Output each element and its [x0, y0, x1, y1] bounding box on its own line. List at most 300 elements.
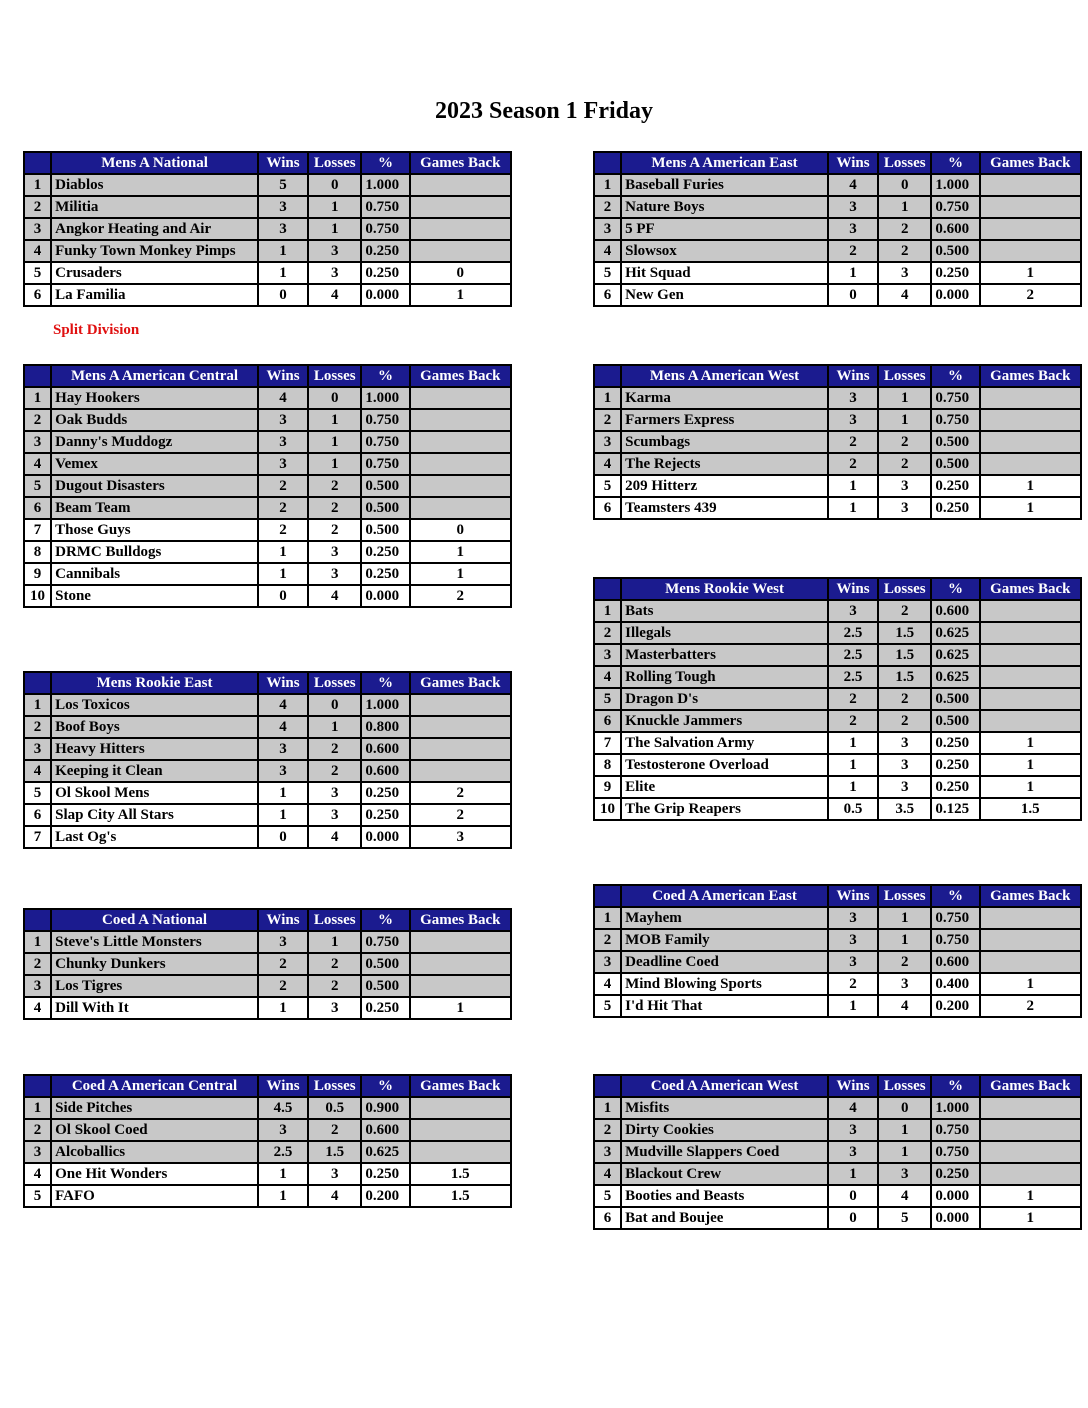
- team-pct: 0.625: [361, 1141, 409, 1163]
- team-games-back: 1: [410, 284, 511, 306]
- team-rank: 3: [594, 218, 621, 240]
- team-games-back: 1.5: [980, 798, 1081, 820]
- team-wins: 4: [828, 1097, 878, 1119]
- rank-header: [594, 152, 621, 174]
- team-name: Baseball Furies: [621, 174, 828, 196]
- losses-header: Losses: [878, 885, 931, 907]
- team-name: The Grip Reapers: [621, 798, 828, 820]
- team-games-back: [410, 953, 511, 975]
- team-games-back: 3: [410, 826, 511, 848]
- table-row: [594, 666, 1081, 688]
- table-header-row: [24, 1075, 511, 1097]
- table-row: [594, 754, 1081, 776]
- team-losses: 3: [878, 732, 931, 754]
- team-wins: 2: [258, 475, 308, 497]
- table-header-row: [594, 152, 1081, 174]
- team-losses: 3: [308, 262, 361, 284]
- table-row: [24, 804, 511, 826]
- team-name: Bat and Boujee: [621, 1207, 828, 1229]
- division-name: Mens Rookie West: [621, 578, 828, 600]
- team-pct: 0.600: [931, 218, 979, 240]
- team-losses: 2: [308, 760, 361, 782]
- team-games-back: [410, 431, 511, 453]
- team-pct: 1.000: [361, 174, 409, 196]
- table-row: [24, 975, 511, 997]
- team-wins: 2: [828, 431, 878, 453]
- team-name: Slowsox: [621, 240, 828, 262]
- standings-table-mens-rookie-west: [593, 577, 1082, 821]
- table-row: [24, 826, 511, 848]
- team-name: 5 PF: [621, 218, 828, 240]
- team-pct: 0.250: [361, 262, 409, 284]
- team-games-back: [980, 907, 1081, 929]
- division-name: Mens A National: [51, 152, 258, 174]
- division-name: Coed A National: [51, 909, 258, 931]
- team-pct: 0.900: [361, 1097, 409, 1119]
- team-losses: 5: [878, 1207, 931, 1229]
- table-row: [594, 475, 1081, 497]
- team-wins: 1: [828, 262, 878, 284]
- team-games-back: [980, 951, 1081, 973]
- table-row: [594, 1185, 1081, 1207]
- team-games-back: [410, 1097, 511, 1119]
- team-name: Angkor Heating and Air: [51, 218, 258, 240]
- team-losses: 0: [878, 174, 931, 196]
- team-games-back: 1: [980, 497, 1081, 519]
- table-row: [594, 174, 1081, 196]
- team-pct: 0.600: [361, 760, 409, 782]
- pct-header: %: [361, 1075, 409, 1097]
- team-rank: 5: [24, 782, 51, 804]
- team-wins: 3: [828, 1119, 878, 1141]
- team-pct: 0.750: [931, 929, 979, 951]
- team-games-back: 2: [980, 284, 1081, 306]
- team-rank: 1: [24, 174, 51, 196]
- team-losses: 0.5: [308, 1097, 361, 1119]
- team-name: Keeping it Clean: [51, 760, 258, 782]
- team-rank: 5: [24, 475, 51, 497]
- team-name: Alcoballics: [51, 1141, 258, 1163]
- team-rank: 3: [594, 1141, 621, 1163]
- team-pct: 1.000: [361, 387, 409, 409]
- team-name: Hay Hookers: [51, 387, 258, 409]
- team-wins: 2.5: [828, 622, 878, 644]
- team-name: Boof Boys: [51, 716, 258, 738]
- team-name: Dirty Cookies: [621, 1119, 828, 1141]
- team-rank: 4: [24, 240, 51, 262]
- division-name: Mens A American East: [621, 152, 828, 174]
- team-rank: 6: [24, 284, 51, 306]
- table-row: [594, 262, 1081, 284]
- team-rank: 6: [594, 710, 621, 732]
- team-name: Dugout Disasters: [51, 475, 258, 497]
- team-losses: 1.5: [878, 622, 931, 644]
- team-pct: 0.500: [361, 519, 409, 541]
- team-name: Those Guys: [51, 519, 258, 541]
- team-losses: 4: [878, 1185, 931, 1207]
- team-wins: 1: [828, 754, 878, 776]
- team-games-back: [980, 196, 1081, 218]
- division-name: Mens A American West: [621, 365, 828, 387]
- team-pct: 0.625: [931, 622, 979, 644]
- team-losses: 0: [308, 694, 361, 716]
- team-games-back: 1: [980, 262, 1081, 284]
- team-pct: 0.750: [931, 1141, 979, 1163]
- division-name: Coed A American Central: [51, 1075, 258, 1097]
- table-row: [594, 1119, 1081, 1141]
- standings-table-coed-a-american-west: [593, 1074, 1082, 1230]
- team-games-back: 1: [980, 1207, 1081, 1229]
- team-wins: 1: [258, 262, 308, 284]
- table-row: [24, 497, 511, 519]
- wins-header: Wins: [828, 1075, 878, 1097]
- team-games-back: 2: [410, 804, 511, 826]
- rank-header: [24, 1075, 51, 1097]
- team-losses: 1: [878, 929, 931, 951]
- pct-header: %: [931, 578, 979, 600]
- team-games-back: [410, 196, 511, 218]
- table-row: [24, 1097, 511, 1119]
- team-losses: 0: [308, 387, 361, 409]
- rank-header: [24, 672, 51, 694]
- team-name: Farmers Express: [621, 409, 828, 431]
- team-losses: 3: [878, 754, 931, 776]
- team-rank: 4: [594, 1163, 621, 1185]
- team-name: DRMC Bulldogs: [51, 541, 258, 563]
- pct-header: %: [931, 365, 979, 387]
- table-header-row: [594, 1075, 1081, 1097]
- team-name: Los Toxicos: [51, 694, 258, 716]
- pct-header: %: [361, 365, 409, 387]
- team-games-back: 1: [980, 754, 1081, 776]
- team-games-back: [980, 600, 1081, 622]
- table-row: [24, 782, 511, 804]
- team-games-back: [410, 409, 511, 431]
- team-name: Diablos: [51, 174, 258, 196]
- wins-header: Wins: [258, 365, 308, 387]
- team-rank: 10: [594, 798, 621, 820]
- split-division-note: Split Division: [53, 322, 140, 338]
- team-losses: 1: [878, 1141, 931, 1163]
- table-row: [594, 409, 1081, 431]
- team-losses: 3: [878, 497, 931, 519]
- table-row: [594, 995, 1081, 1017]
- team-name: Rolling Tough: [621, 666, 828, 688]
- team-name: Side Pitches: [51, 1097, 258, 1119]
- wins-header: Wins: [828, 578, 878, 600]
- team-rank: 6: [594, 497, 621, 519]
- standings-table-coed-a-american-central: [23, 1074, 512, 1208]
- team-name: Oak Budds: [51, 409, 258, 431]
- team-rank: 1: [594, 907, 621, 929]
- team-name: Steve's Little Monsters: [51, 931, 258, 953]
- team-pct: 0.250: [931, 754, 979, 776]
- pct-header: %: [931, 152, 979, 174]
- team-losses: 2: [308, 953, 361, 975]
- team-wins: 3: [828, 387, 878, 409]
- table-row: [24, 585, 511, 607]
- table-row: [24, 760, 511, 782]
- table-row: [594, 453, 1081, 475]
- team-name: Knuckle Jammers: [621, 710, 828, 732]
- team-losses: 4: [878, 995, 931, 1017]
- team-pct: 0.250: [931, 475, 979, 497]
- team-rank: 1: [594, 174, 621, 196]
- team-games-back: [410, 497, 511, 519]
- team-name: Illegals: [621, 622, 828, 644]
- team-games-back: 1.5: [410, 1185, 511, 1207]
- team-name: New Gen: [621, 284, 828, 306]
- games-back-header: Games Back: [980, 1075, 1081, 1097]
- team-pct: 0.250: [931, 1163, 979, 1185]
- team-pct: 0.500: [931, 710, 979, 732]
- table-row: [594, 1141, 1081, 1163]
- table-row: [594, 387, 1081, 409]
- team-name: Slap City All Stars: [51, 804, 258, 826]
- wins-header: Wins: [828, 152, 878, 174]
- team-wins: 1: [828, 776, 878, 798]
- team-name: The Salvation Army: [621, 732, 828, 754]
- table-header-row: [24, 909, 511, 931]
- team-pct: 0.250: [361, 997, 409, 1019]
- team-wins: 1: [258, 782, 308, 804]
- team-games-back: [410, 240, 511, 262]
- games-back-header: Games Back: [980, 885, 1081, 907]
- team-rank: 3: [24, 1141, 51, 1163]
- team-name: Chunky Dunkers: [51, 953, 258, 975]
- division-name: Mens A American Central: [51, 365, 258, 387]
- team-wins: 4.5: [258, 1097, 308, 1119]
- team-losses: 2: [308, 975, 361, 997]
- team-pct: 0.000: [361, 585, 409, 607]
- team-rank: 7: [24, 519, 51, 541]
- team-games-back: [980, 387, 1081, 409]
- team-rank: 9: [24, 563, 51, 585]
- team-pct: 0.250: [361, 541, 409, 563]
- team-rank: 6: [24, 804, 51, 826]
- team-losses: 4: [308, 1185, 361, 1207]
- table-header-row: [24, 152, 511, 174]
- team-wins: 3: [828, 600, 878, 622]
- standings-table-mens-a-american-west: [593, 364, 1082, 520]
- team-rank: 4: [24, 1163, 51, 1185]
- team-losses: 3: [308, 782, 361, 804]
- team-pct: 0.000: [361, 826, 409, 848]
- team-name: Karma: [621, 387, 828, 409]
- table-row: [24, 1185, 511, 1207]
- team-name: 209 Hitterz: [621, 475, 828, 497]
- team-wins: 3: [258, 431, 308, 453]
- team-games-back: 1: [980, 1185, 1081, 1207]
- standings-table-coed-a-american-east: [593, 884, 1082, 1018]
- team-wins: 0: [258, 826, 308, 848]
- team-games-back: [980, 431, 1081, 453]
- table-row: [24, 387, 511, 409]
- table-row: [594, 218, 1081, 240]
- team-rank: 1: [24, 931, 51, 953]
- team-pct: 0.500: [931, 240, 979, 262]
- team-pct: 0.250: [361, 804, 409, 826]
- rank-header: [24, 909, 51, 931]
- team-rank: 1: [24, 387, 51, 409]
- team-wins: 4: [828, 174, 878, 196]
- team-losses: 1: [878, 196, 931, 218]
- losses-header: Losses: [308, 672, 361, 694]
- table-row: [594, 600, 1081, 622]
- team-games-back: 1: [410, 541, 511, 563]
- team-wins: 1: [258, 541, 308, 563]
- team-rank: 2: [594, 196, 621, 218]
- team-wins: 0: [258, 284, 308, 306]
- team-losses: 2: [308, 1119, 361, 1141]
- games-back-header: Games Back: [410, 672, 511, 694]
- team-losses: 2: [308, 738, 361, 760]
- team-losses: 3: [308, 1163, 361, 1185]
- team-pct: 0.000: [931, 1185, 979, 1207]
- team-name: The Rejects: [621, 453, 828, 475]
- team-rank: 3: [24, 738, 51, 760]
- team-rank: 3: [24, 975, 51, 997]
- team-losses: 2: [878, 600, 931, 622]
- team-losses: 1: [878, 907, 931, 929]
- team-name: Masterbatters: [621, 644, 828, 666]
- table-row: [24, 284, 511, 306]
- team-games-back: [410, 931, 511, 953]
- team-pct: 0.750: [361, 196, 409, 218]
- team-pct: 0.250: [931, 732, 979, 754]
- team-games-back: [980, 688, 1081, 710]
- table-row: [24, 218, 511, 240]
- team-losses: 1: [308, 453, 361, 475]
- table-row: [24, 475, 511, 497]
- team-pct: 0.125: [931, 798, 979, 820]
- team-games-back: [410, 1141, 511, 1163]
- team-games-back: [980, 666, 1081, 688]
- team-games-back: 1.5: [410, 1163, 511, 1185]
- team-wins: 1: [828, 732, 878, 754]
- team-wins: 2.5: [828, 644, 878, 666]
- team-name: Danny's Muddogz: [51, 431, 258, 453]
- team-rank: 6: [594, 284, 621, 306]
- team-name: Stone: [51, 585, 258, 607]
- team-losses: 1.5: [878, 644, 931, 666]
- team-wins: 3: [828, 196, 878, 218]
- team-losses: 4: [308, 826, 361, 848]
- team-pct: 0.200: [361, 1185, 409, 1207]
- team-games-back: 1: [980, 776, 1081, 798]
- team-losses: 3: [308, 240, 361, 262]
- losses-header: Losses: [308, 1075, 361, 1097]
- team-wins: 2.5: [258, 1141, 308, 1163]
- team-wins: 2: [828, 453, 878, 475]
- team-pct: 0.625: [931, 644, 979, 666]
- team-wins: 1: [258, 563, 308, 585]
- team-losses: 1: [878, 387, 931, 409]
- team-wins: 3: [828, 907, 878, 929]
- team-losses: 3: [878, 262, 931, 284]
- team-rank: 1: [24, 694, 51, 716]
- team-rank: 6: [594, 1207, 621, 1229]
- wins-header: Wins: [828, 365, 878, 387]
- team-name: Ol Skool Mens: [51, 782, 258, 804]
- team-pct: 0.000: [931, 284, 979, 306]
- team-name: Dill With It: [51, 997, 258, 1019]
- table-row: [594, 644, 1081, 666]
- team-wins: 0: [258, 585, 308, 607]
- team-pct: 0.500: [361, 497, 409, 519]
- team-pct: 0.750: [931, 409, 979, 431]
- team-rank: 7: [594, 732, 621, 754]
- losses-header: Losses: [878, 365, 931, 387]
- games-back-header: Games Back: [410, 365, 511, 387]
- team-name: La Familia: [51, 284, 258, 306]
- team-pct: 0.600: [931, 951, 979, 973]
- team-losses: 1: [308, 196, 361, 218]
- team-games-back: [980, 240, 1081, 262]
- team-games-back: 1: [980, 475, 1081, 497]
- team-pct: 0.625: [931, 666, 979, 688]
- team-name: Testosterone Overload: [621, 754, 828, 776]
- team-pct: 0.250: [361, 1163, 409, 1185]
- team-wins: 3: [258, 453, 308, 475]
- team-wins: 1: [258, 1163, 308, 1185]
- table-row: [24, 953, 511, 975]
- team-losses: 2: [308, 497, 361, 519]
- pct-header: %: [931, 885, 979, 907]
- team-name: Dragon D's: [621, 688, 828, 710]
- team-wins: 2: [258, 497, 308, 519]
- team-wins: 3: [828, 951, 878, 973]
- team-wins: 2: [828, 688, 878, 710]
- wins-header: Wins: [828, 885, 878, 907]
- team-name: Mayhem: [621, 907, 828, 929]
- team-rank: 3: [594, 644, 621, 666]
- team-pct: 0.500: [361, 975, 409, 997]
- team-pct: 0.750: [931, 907, 979, 929]
- team-wins: 1: [258, 804, 308, 826]
- table-row: [594, 688, 1081, 710]
- team-wins: 2: [258, 953, 308, 975]
- team-wins: 1: [258, 240, 308, 262]
- team-games-back: 2: [410, 782, 511, 804]
- team-losses: 4: [878, 284, 931, 306]
- team-name: I'd Hit That: [621, 995, 828, 1017]
- team-losses: 2: [878, 688, 931, 710]
- team-games-back: [410, 174, 511, 196]
- team-losses: 2: [878, 710, 931, 732]
- team-games-back: [980, 1097, 1081, 1119]
- team-losses: 2: [308, 475, 361, 497]
- team-games-back: [410, 218, 511, 240]
- team-rank: 5: [594, 688, 621, 710]
- team-pct: 0.000: [931, 1207, 979, 1229]
- table-row: [24, 431, 511, 453]
- team-losses: 1: [308, 716, 361, 738]
- losses-header: Losses: [308, 152, 361, 174]
- team-losses: 2: [878, 218, 931, 240]
- table-row: [594, 284, 1081, 306]
- team-pct: 1.000: [361, 694, 409, 716]
- team-pct: 1.000: [931, 1097, 979, 1119]
- team-rank: 1: [594, 1097, 621, 1119]
- division-name: Mens Rookie East: [51, 672, 258, 694]
- team-games-back: 1: [980, 732, 1081, 754]
- team-wins: 2: [828, 973, 878, 995]
- wins-header: Wins: [258, 152, 308, 174]
- table-row: [24, 196, 511, 218]
- team-losses: 1.5: [308, 1141, 361, 1163]
- team-pct: 0.750: [361, 218, 409, 240]
